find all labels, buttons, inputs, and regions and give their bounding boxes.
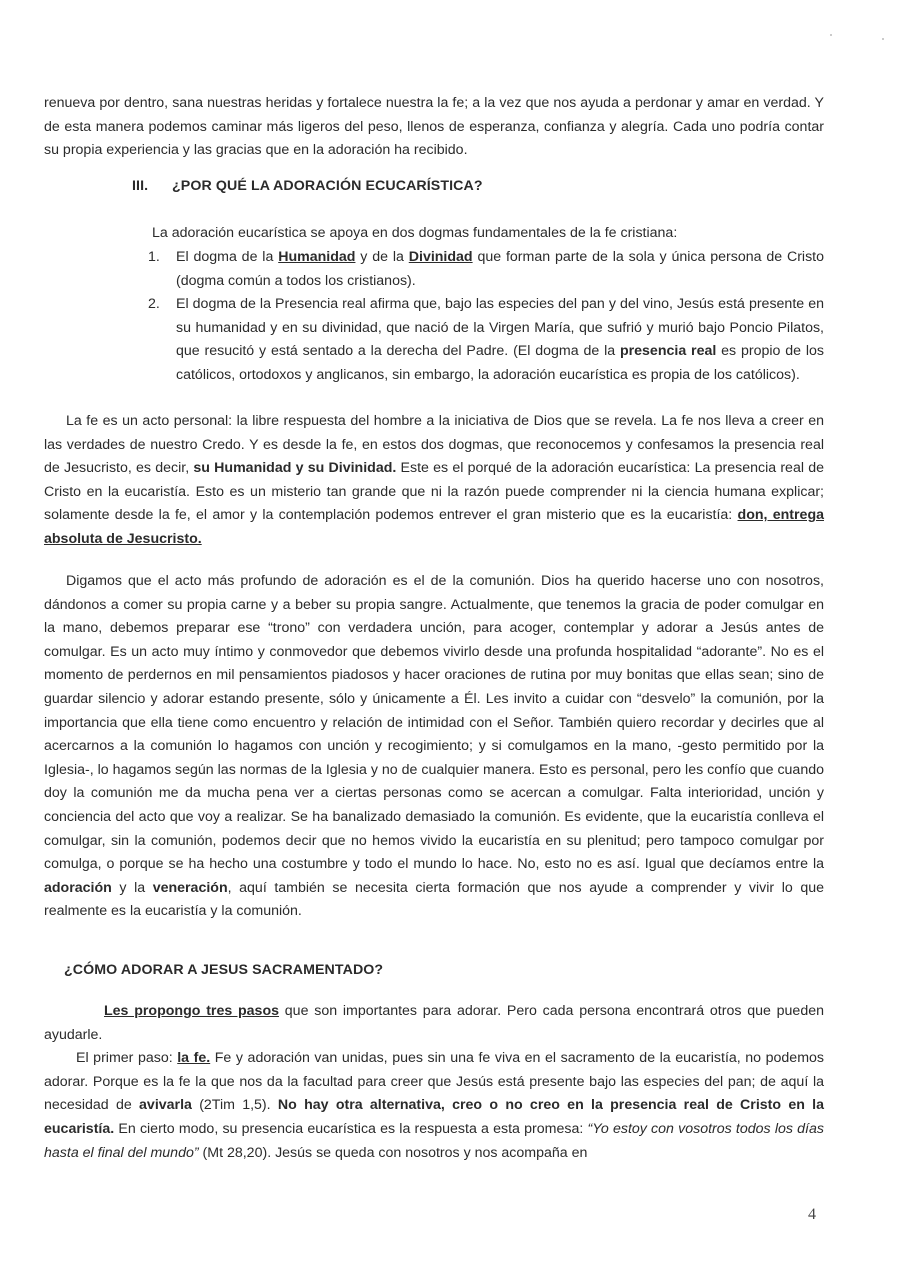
emphasis: su Humanidad y su Divinidad.	[193, 460, 397, 477]
intro-text: renueva por dentro, sana nuestras heridas y fortalece nuestra la fe; a la vez que nos ayuda a perdonar y amar en verdad. Y de esta manera podemos caminar más ligeros del peso, llenos de esperanza, confianza y alegría. Cada uno podría contar su propia experiencia y las gracias que en la adoración ha recibido.	[44, 95, 824, 159]
paragraph-text	[44, 1047, 824, 1165]
list-item	[138, 293, 824, 387]
dogma-list	[138, 246, 824, 388]
emphasis: avivarla	[139, 1097, 192, 1114]
emphasis-adoracion: adoración	[44, 879, 112, 896]
text: En cierto modo, su presencia eucarística es la respuesta a esta promesa:	[114, 1120, 588, 1137]
text: Este es el porqué de la adoración eucarística: La presencia real de Cristo en la eucaristía. Esto es un misterio tan grande que ni la razón puede comprender ni la ciencia humana explicar; solamente desde la fe, el amor y la contemplación podemos entrever el gran misterio que es la eucaristía:	[44, 460, 824, 524]
intro-paragraph	[44, 92, 824, 163]
steps-paragraph	[44, 1000, 824, 1165]
emphasis-presencia-real: presencia real	[619, 343, 717, 360]
list-number: 2.	[148, 296, 160, 313]
section-title: ¿POR QUÉ LA ADORACIÓN ECUCARÍSTICA?	[172, 178, 483, 194]
text: La fe es un acto personal: la libre respuesta del hombre a la iniciativa de Dios que se revela. La fe nos lleva a creer en las verdades de nuestro Credo. Y es desde la fe, en estos dos dogmas, que reconocemos y confesamos la presencia real de Jesucristo, es decir,	[44, 413, 824, 477]
emphasis-veneracion: veneración	[152, 879, 228, 896]
paragraph-text	[44, 410, 824, 552]
text: Fe y adoración van unidas, pues sin una fe viva en el sacramento de la eucaristía, no podemos adorar. Porque es la fe la que nos da la facultad para creer que Jesús está presente bajo las especies del pan; de aquí la necesidad de	[44, 1050, 824, 1114]
paragraph-text	[44, 570, 824, 924]
dogmas-lead	[152, 222, 824, 246]
faith-paragraph	[44, 410, 824, 552]
emphasis-humanidad: Humanidad	[278, 249, 356, 265]
scan-speck	[830, 34, 832, 36]
text: Digamos que el acto más profundo de adoración es el de la comunión. Dios ha querido hacerse uno con nosotros, dándonos a comer su propia carne y a beber su propia sangre. Actualmente, que tenemos la gracia de poder comulgar en la mano, debemos preparar ese “trono” con verdadera unción, para acoger, contemplar y adorar a Jesús antes de comulgar. Es un acto muy íntimo y conmovedor que debemos vivirlo desde una profunda hospitalidad “adorante”. No es el momento de perdernos en mil pensamientos piadosos y hacer oraciones de rutina por muy bonitas que ellas sean; sino de guardar silencio y adorar estando presente, sólo y únicamente a Él. Les invito a cuidar con “desvelo” la comunión, por la importancia que ella tiene como encuentro y relación de intimidad con el Señor. También quiero recordar y decirles que al acercarnos a la comunión lo hagamos con unción y recogimiento; y si comulgamos en la mano, -gesto permitido por la Iglesia-, lo hagamos según las normas de la Iglesia y no de cualquier manera. Esto es personal, pero les confío que cuando doy la comunión me da mucha pena ver a ciertas personas como se acercan a comulgar. Falta interioridad, unción y conciencia del acto que voy a realizar. Se ha banalizado demasiado la comunión. Es evidente, que la eucaristía conlleva el comulgar, sin la comunión, podemos decir que no hemos vivido la eucaristía en su plenitud; pero tampoco comulgar por comulga, o porque se ha hecho una costumbre y todo el mundo lo hace. No, esto no es así. Igual que decíamos entre la	[44, 573, 824, 873]
text: El dogma de la Presencia real afirma que, bajo las especies del pan y del vino, Jesús está presente en su humanidad y en su divinidad, que nació de la Virgen María, que sufrió y murió bajo Poncio Pilatos, que resucitó y está sentado a la derecha del Padre. (El dogma de la	[176, 296, 824, 360]
dogmas-lead-text: La adoración eucarística se apoya en dos dogmas fundamentales de la fe cristiana:	[152, 225, 678, 241]
text: y la	[111, 879, 153, 896]
text: El dogma de la	[176, 249, 279, 265]
text: (2Tim 1,5).	[191, 1097, 278, 1114]
paragraph-text	[44, 1000, 824, 1047]
text: y de la	[355, 249, 409, 265]
text: El primer paso:	[76, 1050, 178, 1067]
section-title: ¿CÓMO ADORAR A JESUS SACRAMENTADO?	[64, 962, 384, 978]
text: que son importantes para adorar. Pero cada persona encontrará otros que pueden ayudarle.	[44, 1003, 824, 1043]
list-item	[138, 246, 824, 293]
section-heading-how	[64, 962, 383, 978]
page-number: 4	[808, 1206, 816, 1223]
text: que forman parte de la sola y única persona de Cristo (dogma común a todos los cristianos).	[176, 249, 825, 289]
emphasis: No hay otra alternativa, creo o no creo en la presencia real de Cristo en la eucaristía.	[44, 1097, 824, 1137]
scan-speck	[882, 38, 884, 40]
emphasis-divinidad: Divinidad	[408, 249, 473, 265]
emphasis-underlined: don, entrega absoluta de Jesucristo.	[44, 507, 824, 547]
text: , aquí también se necesita cierta formación que nos ayude a comprender y vivir lo que realmente es la eucaristía y la comunión.	[44, 879, 824, 920]
section-number: III.	[132, 178, 149, 194]
section-heading-why	[132, 178, 483, 194]
text: es propio de los católicos, ortodoxos y anglicanos, sin embargo, la adoración eucarística es propia de los católicos).	[176, 343, 825, 383]
communion-paragraph	[44, 570, 824, 924]
emphasis-underlined: Les propongo tres pasos	[104, 1003, 280, 1019]
quotation: “Yo estoy con vosotros todos los días hasta el final del mundo”	[44, 1120, 824, 1161]
list-number: 1.	[148, 249, 160, 265]
emphasis-underlined: la fe.	[177, 1050, 211, 1067]
text: (Mt 28,20). Jesús se queda con nosotros y nos acompaña en	[198, 1144, 588, 1161]
